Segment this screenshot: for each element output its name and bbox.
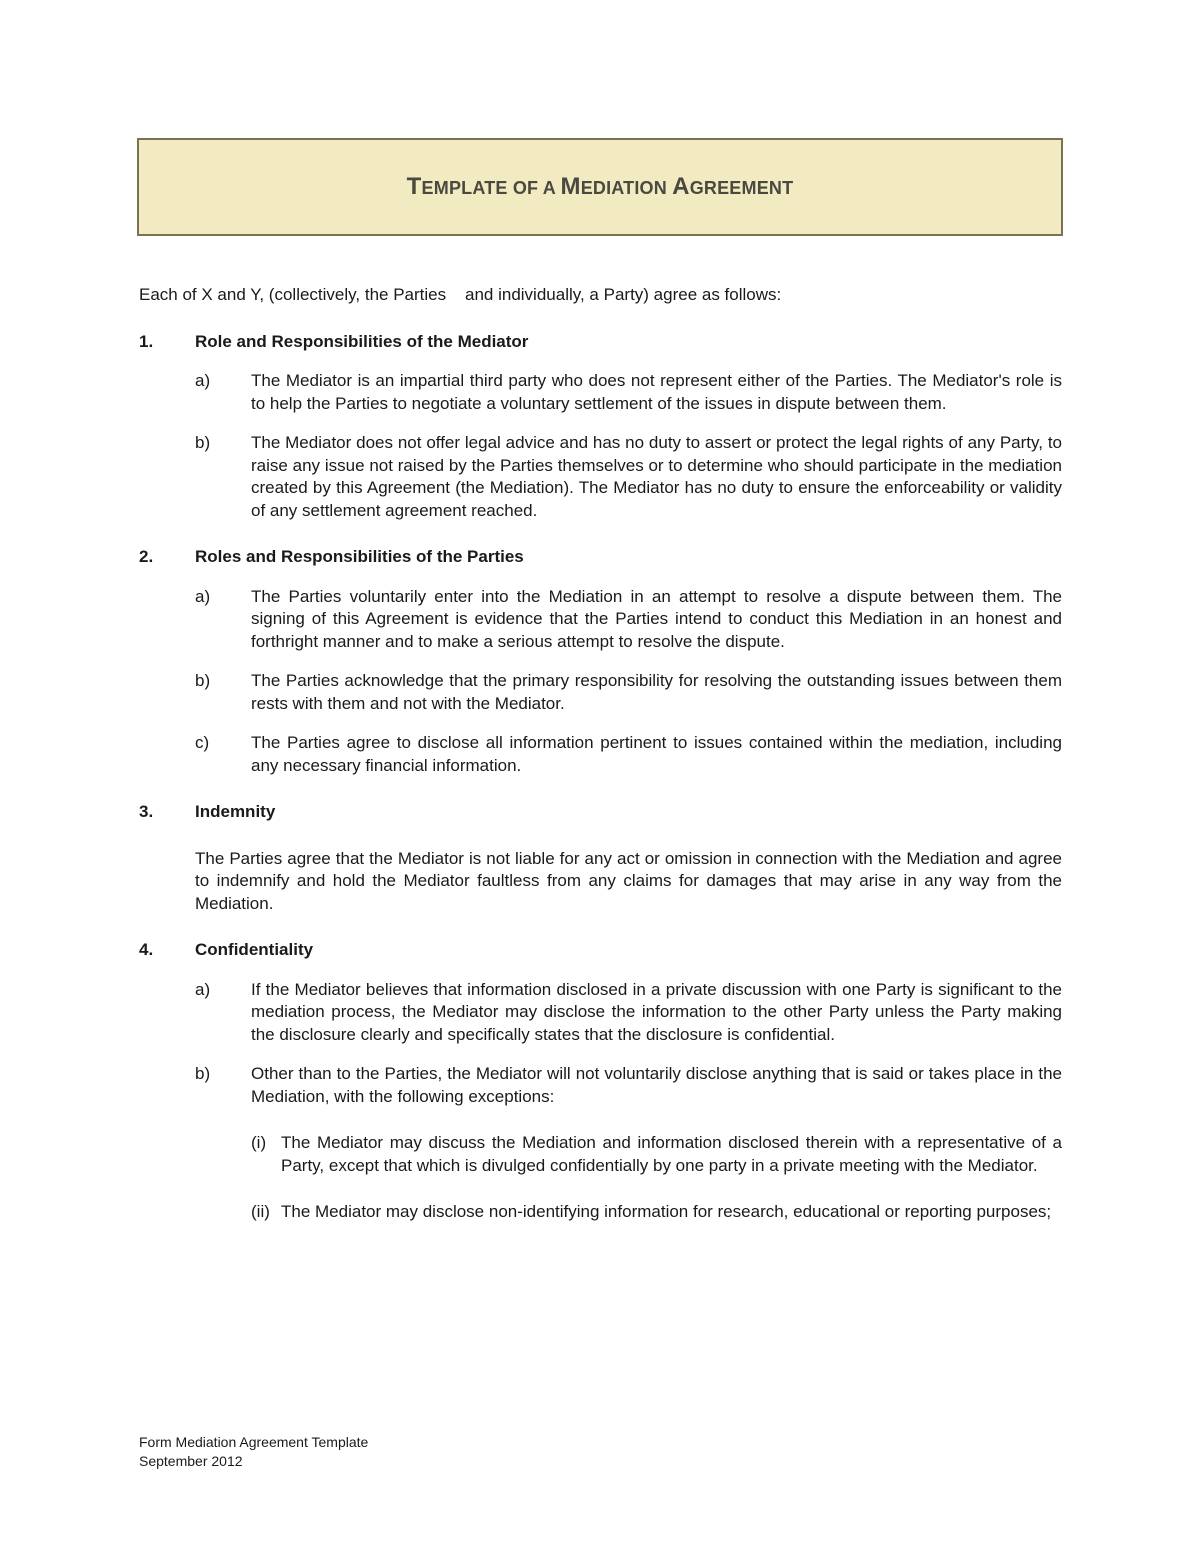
list-item — [195, 979, 1062, 1047]
sub-list-item — [251, 1132, 1062, 1177]
section-title: Confidentiality — [195, 940, 314, 959]
intro-paragraph: Each of X and Y, (collectively, the Parties and individually, a Party) agree as follows: — [139, 285, 782, 304]
sub-item-label: (ii) — [251, 1202, 270, 1221]
section-heading-2 — [139, 546, 1062, 569]
footer-document-name: Form Mediation Agreement Template — [139, 1434, 369, 1450]
item-label: b) — [195, 671, 211, 690]
list-item — [195, 1063, 1062, 1108]
list-item — [195, 432, 1062, 522]
page-footer — [139, 1433, 368, 1471]
section-number: 2. — [139, 547, 154, 566]
footer-date: September 2012 — [139, 1453, 243, 1469]
title-part-2: EDIATION — [580, 178, 673, 198]
list-item — [195, 670, 1062, 715]
item-text: The Parties acknowledge that the primary responsibility for resolving the outstanding issues between them rests with them and not with the Mediator. — [251, 671, 1062, 713]
document-title — [407, 173, 794, 201]
title-initial-1: T — [406, 173, 422, 200]
section-title: Indemnity — [195, 802, 276, 821]
item-text: The Mediator is an impartial third party who does not represent either of the Parties. The Mediator's role is to help the Parties to negotiate a voluntary settlement of the issues in dispute between them. — [251, 371, 1062, 413]
list-item — [195, 370, 1062, 415]
item-label: b) — [195, 433, 211, 452]
item-text: The Mediator does not offer legal advice and has no duty to assert or protect the legal rights of any Party, to raise any issue not raised by the Parties themselves or to determine who should participate in the mediation created by this Agreement (the Mediation). The Mediator has no duty to ensure the enforceability or validity of any settlement agreement reached. — [251, 433, 1062, 520]
list-item — [195, 586, 1062, 654]
sub-item-text: The Mediator may disclose non-identifying information for research, educational or reporting purposes; — [281, 1202, 1052, 1221]
item-label: a) — [195, 979, 211, 999]
item-label: a) — [195, 371, 211, 390]
item-text: If the Mediator believes that information disclosed in a private discussion with one Party is significant to the mediation process, the Mediator may disclose the information to the other Party unless the Party making the disclosure clearly and specifically states that the disclosure is confidential. — [251, 979, 1062, 1044]
sub-item-label: (i) — [251, 1133, 267, 1152]
section-heading-1 — [139, 331, 1062, 354]
section-number: 3. — [139, 802, 154, 821]
section-heading-4 — [139, 939, 1062, 962]
list-item — [195, 732, 1062, 777]
title-initial-3: A — [672, 173, 690, 200]
item-text: The Parties voluntarily enter into the Mediation in an attempt to resolve a dispute between them. The signing of this Agreement is evidence that the Parties intend to conduct this Mediation in an honest and forthright manner and to make a serious attempt to resolve the dispute. — [251, 586, 1062, 651]
item-text: Other than to the Parties, the Mediator will not voluntarily disclose anything that is said or takes place in the Mediation, with the following exceptions: — [251, 1064, 1062, 1106]
section-number: 1. — [139, 331, 154, 351]
sub-list-item — [251, 1201, 1062, 1224]
item-text: The Parties agree to disclose all information pertinent to issues contained within the mediation, including any necessary financial information. — [251, 733, 1062, 775]
title-box — [137, 138, 1063, 236]
section-title: Roles and Responsibilities of the Parties — [195, 547, 524, 566]
indemnity-paragraph: The Parties agree that the Mediator is not liable for any act or omission in connection with the Mediation and agree to indemnify and hold the Mediator faultless from any claims for damages that may arise in any way from the Mediation. — [195, 848, 1062, 913]
sub-item-text: The Mediator may discuss the Mediation and information disclosed therein with a representative of a Party, except that which is divulged confidentially by one party in a private meeting with the Mediator. — [281, 1133, 1062, 1175]
title-initial-2: M — [560, 173, 581, 200]
section-number: 4. — [139, 940, 154, 959]
title-part-1: EMPLATE OF A — [421, 178, 561, 198]
document-body — [139, 284, 1062, 1248]
section-heading-3 — [139, 801, 1062, 824]
title-part-3: GREEMENT — [689, 178, 794, 198]
item-label: b) — [195, 1064, 211, 1083]
section-title: Role and Responsibilities of the Mediator — [195, 331, 529, 351]
item-label: a) — [195, 586, 211, 606]
item-label: c) — [195, 733, 210, 752]
